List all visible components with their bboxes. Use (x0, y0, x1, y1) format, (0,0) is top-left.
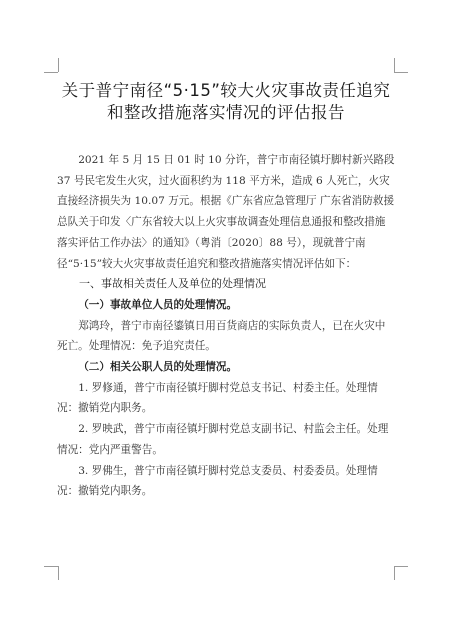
crop-mark-bottom-right-h (394, 566, 408, 567)
crop-mark-top-left-h (44, 72, 58, 73)
title-line-2: 和整改措施落实情况的评估报告 (107, 103, 345, 122)
crop-mark-bottom-left-h (44, 566, 58, 567)
crop-mark-bottom-left-v (58, 566, 59, 580)
crop-mark-top-right-v (394, 58, 395, 72)
document-body (57, 150, 395, 502)
crop-mark-bottom-right-v (394, 566, 395, 580)
subsection-text-1: 郑鸿玲，普宁市南径鎏镇日用百货商店的实际负责人，已在火灾中死亡。处理情况：免予追究责任。 (57, 319, 386, 353)
document-title (30, 80, 422, 124)
list-item: 3. 罗佛生，普宁市南径镇圩脚村党总支委员、村委委员。处理情况：撤销党内职务。 (57, 464, 378, 498)
subsection-heading-2: （二）相关公职人员的处理情况。 (78, 361, 238, 374)
subsection-heading-1: （一）事故单位人员的处理情况。 (78, 298, 238, 311)
crop-mark-top-right-h (394, 72, 408, 73)
intro-paragraph: 2021 年 5 月 15 日 01 时 10 分许，普宁市南径镇圩脚村新兴路段 37 号民宅发生火灾，过火面积约为 118 平方米，造成 6 人死亡，火灾直接经济损失为 10.07 万元。根据《广东省应急管理厅 广东省消防救援总队关于印发〈广东省较大以上火灾事故调查处理信息通报和整改措施落实评估工作办法〉的通知》（粤消〔2020〕88 号），现就普宁南径“5·15”较大火灾事故责任追究和整改措施落实情况评估如下： (57, 154, 395, 270)
list-item: 2. 罗映武，普宁市南径镇圩脚村党总支副书记、村监会主任。处理情况：党内严重警告。 (57, 423, 389, 456)
crop-mark-top-left-v (58, 58, 59, 72)
title-line-1: 关于普宁南径“5·15”较大火灾事故责任追究 (61, 81, 391, 100)
list-item: 1. 罗修通，普宁市南径镇圩脚村党总支书记、村委主任。处理情况：撤销党内职务。 (57, 381, 378, 415)
section-heading: 一、事故相关责任人及单位的处理情况 (79, 277, 266, 291)
